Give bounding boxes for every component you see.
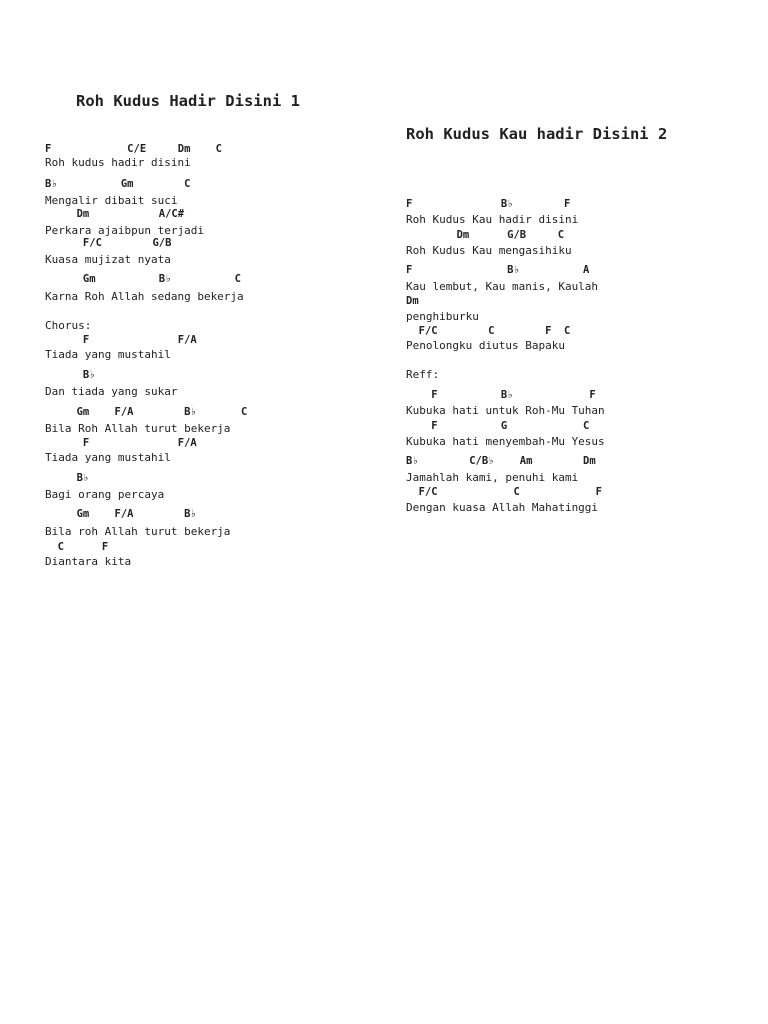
chord-line: C F — [45, 541, 109, 553]
chord-line: Dm A/C# — [45, 208, 185, 220]
chord-line: B♭ — [45, 472, 90, 484]
lyric-line: Kubuka hati untuk Roh-Mu Tuhan — [406, 404, 605, 417]
lyric-line: Bagi orang percaya — [45, 488, 165, 501]
chord-line: F F/A — [45, 334, 197, 346]
song2-title: Roh Kudus Kau hadir Disini 2 — [406, 125, 668, 143]
lyric-line: penghiburku — [406, 310, 479, 323]
lyric-line: Jamahlah kami, penuhi kami — [406, 471, 579, 484]
chord-line: F B♭ F — [406, 198, 571, 210]
lyric-line: Bila roh Allah turut bekerja — [45, 525, 231, 538]
chord-line: F/C G/B — [45, 237, 172, 249]
chord-line: F G C — [406, 420, 590, 432]
chord-line: F F/A — [45, 437, 197, 449]
chord-line: Gm B♭ C — [45, 273, 241, 285]
lyric-line: Kubuka hati menyembah-Mu Yesus — [406, 435, 605, 448]
lyric-line: Dengan kuasa Allah Mahatinggi — [406, 501, 599, 514]
chord-line: F/C C F — [406, 486, 602, 498]
lyric-line: Diantara kita — [45, 555, 132, 568]
chord-line: F B♭ A — [406, 264, 590, 276]
lyric-line: Chorus: — [45, 319, 92, 332]
chord-line: Gm F/A B♭ — [45, 508, 197, 520]
lyric-line: Tiada yang mustahil — [45, 451, 171, 464]
lyric-line: Roh Kudus Kau hadir disini — [406, 213, 579, 226]
lyric-line: Mengalir dibait suci — [45, 194, 178, 207]
lyric-line: Bila Roh Allah turut bekerja — [45, 422, 231, 435]
chord-line: B♭ — [45, 369, 96, 381]
chord-line: Gm F/A B♭ C — [45, 406, 248, 418]
chord-line: F C/E Dm C — [45, 143, 223, 155]
lyric-line: Perkara ajaibpun terjadi — [45, 224, 204, 237]
lyric-line: Roh kudus hadir disini — [45, 156, 191, 169]
chord-line: B♭ C/B♭ Am Dm — [406, 455, 596, 467]
chord-line: F B♭ F — [406, 389, 596, 401]
lyric-line: Kuasa mujizat nyata — [45, 253, 171, 266]
chord-line: Dm G/B C — [406, 229, 565, 241]
lyric-line: Dan tiada yang sukar — [45, 385, 178, 398]
song1-title: Roh Kudus Hadir Disini 1 — [76, 92, 300, 110]
lyric-line: Tiada yang mustahil — [45, 348, 171, 361]
lyric-line: Karna Roh Allah sedang bekerja — [45, 290, 244, 303]
chord-line: F/C C F C — [406, 325, 571, 337]
lyric-line: Penolongku diutus Bapaku — [406, 339, 565, 352]
lyric-line: Roh Kudus Kau mengasihiku — [406, 244, 572, 257]
lyric-line: Reff: — [406, 368, 440, 381]
chord-line: Dm — [406, 295, 419, 307]
lyric-line: Kau lembut, Kau manis, Kaulah — [406, 280, 599, 293]
chord-line: B♭ Gm C — [45, 178, 191, 190]
